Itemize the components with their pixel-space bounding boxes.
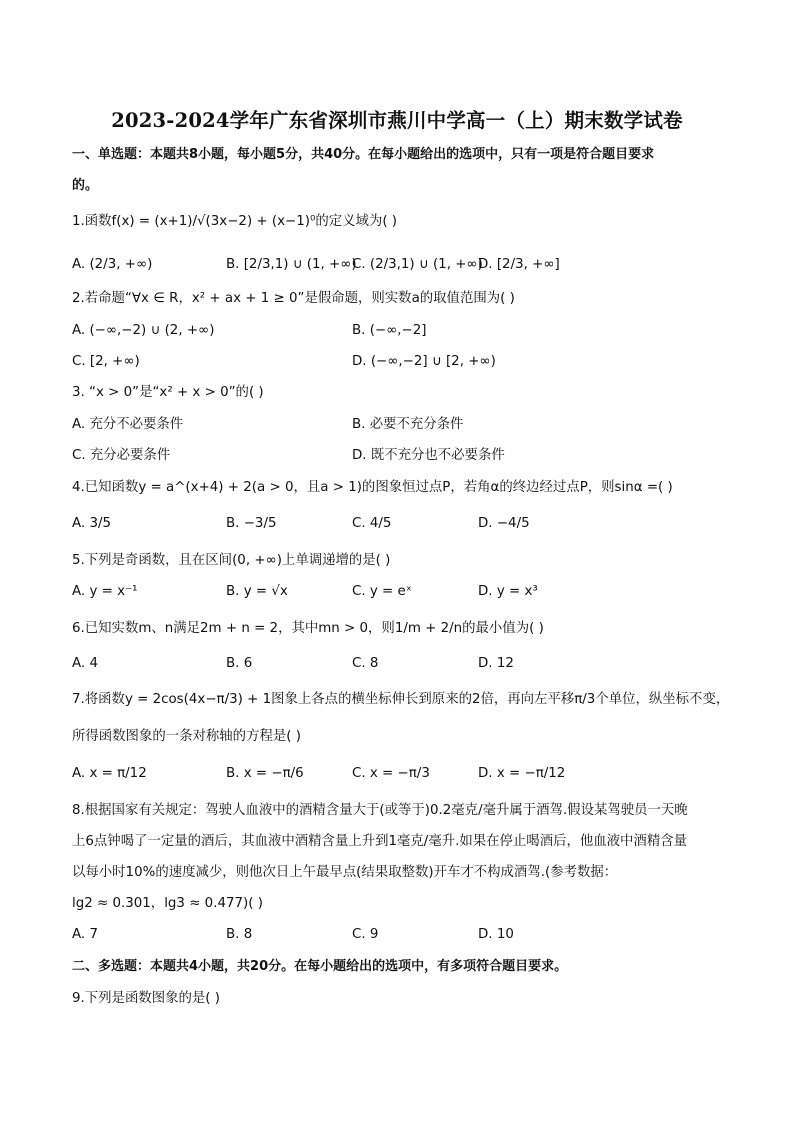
q5-option-b[interactable]: B. y = √x bbox=[226, 584, 288, 599]
q4-option-c[interactable]: C. 4/5 bbox=[352, 516, 392, 531]
q1-option-a[interactable]: A. (2/3, +∞) bbox=[72, 257, 153, 272]
q1-option-c[interactable]: C. (2/3,1) ∪ (1, +∞) bbox=[352, 257, 483, 272]
question-7-stem: 7.将函数y = 2cos(4x−π/3) + 1图象上各点的横坐标伸长到原来的2倍，再向左平移π/3个单位，纵坐标不变， bbox=[72, 692, 730, 707]
q6-option-c[interactable]: C. 8 bbox=[352, 656, 379, 671]
q5-option-a[interactable]: A. y = x⁻¹ bbox=[72, 584, 138, 599]
q6-option-a[interactable]: A. 4 bbox=[72, 656, 98, 671]
q7-option-b[interactable]: B. x = −π/6 bbox=[226, 766, 304, 781]
q3-option-b[interactable]: B. 必要不充分条件 bbox=[352, 417, 464, 432]
q6-option-d[interactable]: D. 12 bbox=[478, 656, 514, 671]
question-8-stem-cont3: lg2 ≈ 0.301，lg3 ≈ 0.477)( ) bbox=[72, 896, 263, 911]
q6-option-b[interactable]: B. 6 bbox=[226, 656, 253, 671]
q8-option-a[interactable]: A. 7 bbox=[72, 927, 98, 942]
q7-option-d[interactable]: D. x = −π/12 bbox=[478, 766, 566, 781]
question-3-stem: 3. “x > 0”是“x² + x > 0”的( ) bbox=[72, 385, 264, 400]
question-6-stem: 6.已知实数m、n满足2m + n = 2，其中mn > 0，则1/m + 2/n的最小值为( ) bbox=[72, 621, 544, 636]
q4-option-a[interactable]: A. 3/5 bbox=[72, 516, 111, 531]
page-title: 2023-2024学年广东省深圳市燕川中学高一（上）期末数学试卷 bbox=[111, 109, 683, 132]
question-8-stem-cont1: 上6点钟喝了一定量的酒后，其血液中酒精含量上升到1毫克/毫升.如果在停止喝酒后，他血液中酒精含量 bbox=[72, 834, 687, 849]
section2-heading: 二、多选题：本题共4小题，共20分。在每小题给出的选项中，有多项符合题目要求。 bbox=[72, 959, 568, 974]
q2-option-d[interactable]: D. (−∞,−2] ∪ [2, +∞) bbox=[352, 354, 496, 369]
question-9-stem: 9.下列是函数图象的是( ) bbox=[72, 991, 220, 1006]
question-1-stem: 1.函数f(x) = (x+1)/√(3x−2) + (x−1)⁰的定义域为( ) bbox=[72, 214, 398, 229]
section1-heading-cont: 的。 bbox=[72, 178, 99, 193]
q4-option-b[interactable]: B. −3/5 bbox=[226, 516, 277, 531]
question-2-stem: 2.若命题“∀x ∈ R，x² + ax + 1 ≥ 0”是假命题，则实数a的取值范围为( ) bbox=[72, 291, 515, 306]
question-8-stem-cont2: 以每小时10%的速度减少，则他次日上午最早点(结果取整数)开车才不构成酒驾.(参考数据： bbox=[72, 865, 618, 880]
q2-option-c[interactable]: C. [2, +∞) bbox=[72, 354, 140, 369]
section1-heading: 一、单选题：本题共8小题，每小题5分，共40分。在每小题给出的选项中，只有一项是符合题目要求 bbox=[72, 147, 655, 162]
q2-option-a[interactable]: A. (−∞,−2) ∪ (2, +∞) bbox=[72, 323, 215, 338]
q4-option-d[interactable]: D. −4/5 bbox=[478, 516, 530, 531]
q8-option-d[interactable]: D. 10 bbox=[478, 927, 514, 942]
q3-option-a[interactable]: A. 充分不必要条件 bbox=[72, 417, 184, 432]
q3-option-d[interactable]: D. 既不充分也不必要条件 bbox=[352, 448, 505, 463]
q1-option-b[interactable]: B. [2/3,1) ∪ (1, +∞) bbox=[226, 257, 357, 272]
q5-option-d[interactable]: D. y = x³ bbox=[478, 584, 538, 599]
question-7-stem-cont: 所得函数图象的一条对称轴的方程是( ) bbox=[72, 729, 301, 744]
q8-option-b[interactable]: B. 8 bbox=[226, 927, 253, 942]
q3-option-c[interactable]: C. 充分必要条件 bbox=[72, 448, 171, 463]
q7-option-a[interactable]: A. x = π/12 bbox=[72, 766, 147, 781]
question-5-stem: 5.下列是奇函数，且在区间(0, +∞)上单调递增的是( ) bbox=[72, 553, 391, 568]
q2-option-b[interactable]: B. (−∞,−2] bbox=[352, 323, 427, 338]
question-4-stem: 4.已知函数y = a^(x+4) + 2(a > 0，且a > 1)的图象恒过点P，若角α的终边经过点P，则sinα =( ) bbox=[72, 480, 673, 495]
question-8-stem: 8.根据国家有关规定：驾驶人血液中的酒精含量大于(或等于)0.2毫克/毫升属于酒驾.假设某驾驶员一天晚 bbox=[72, 803, 688, 818]
q8-option-c[interactable]: C. 9 bbox=[352, 927, 379, 942]
q1-option-d[interactable]: D. [2/3, +∞] bbox=[478, 257, 560, 272]
q7-option-c[interactable]: C. x = −π/3 bbox=[352, 766, 430, 781]
q5-option-c[interactable]: C. y = eˣ bbox=[352, 584, 412, 599]
